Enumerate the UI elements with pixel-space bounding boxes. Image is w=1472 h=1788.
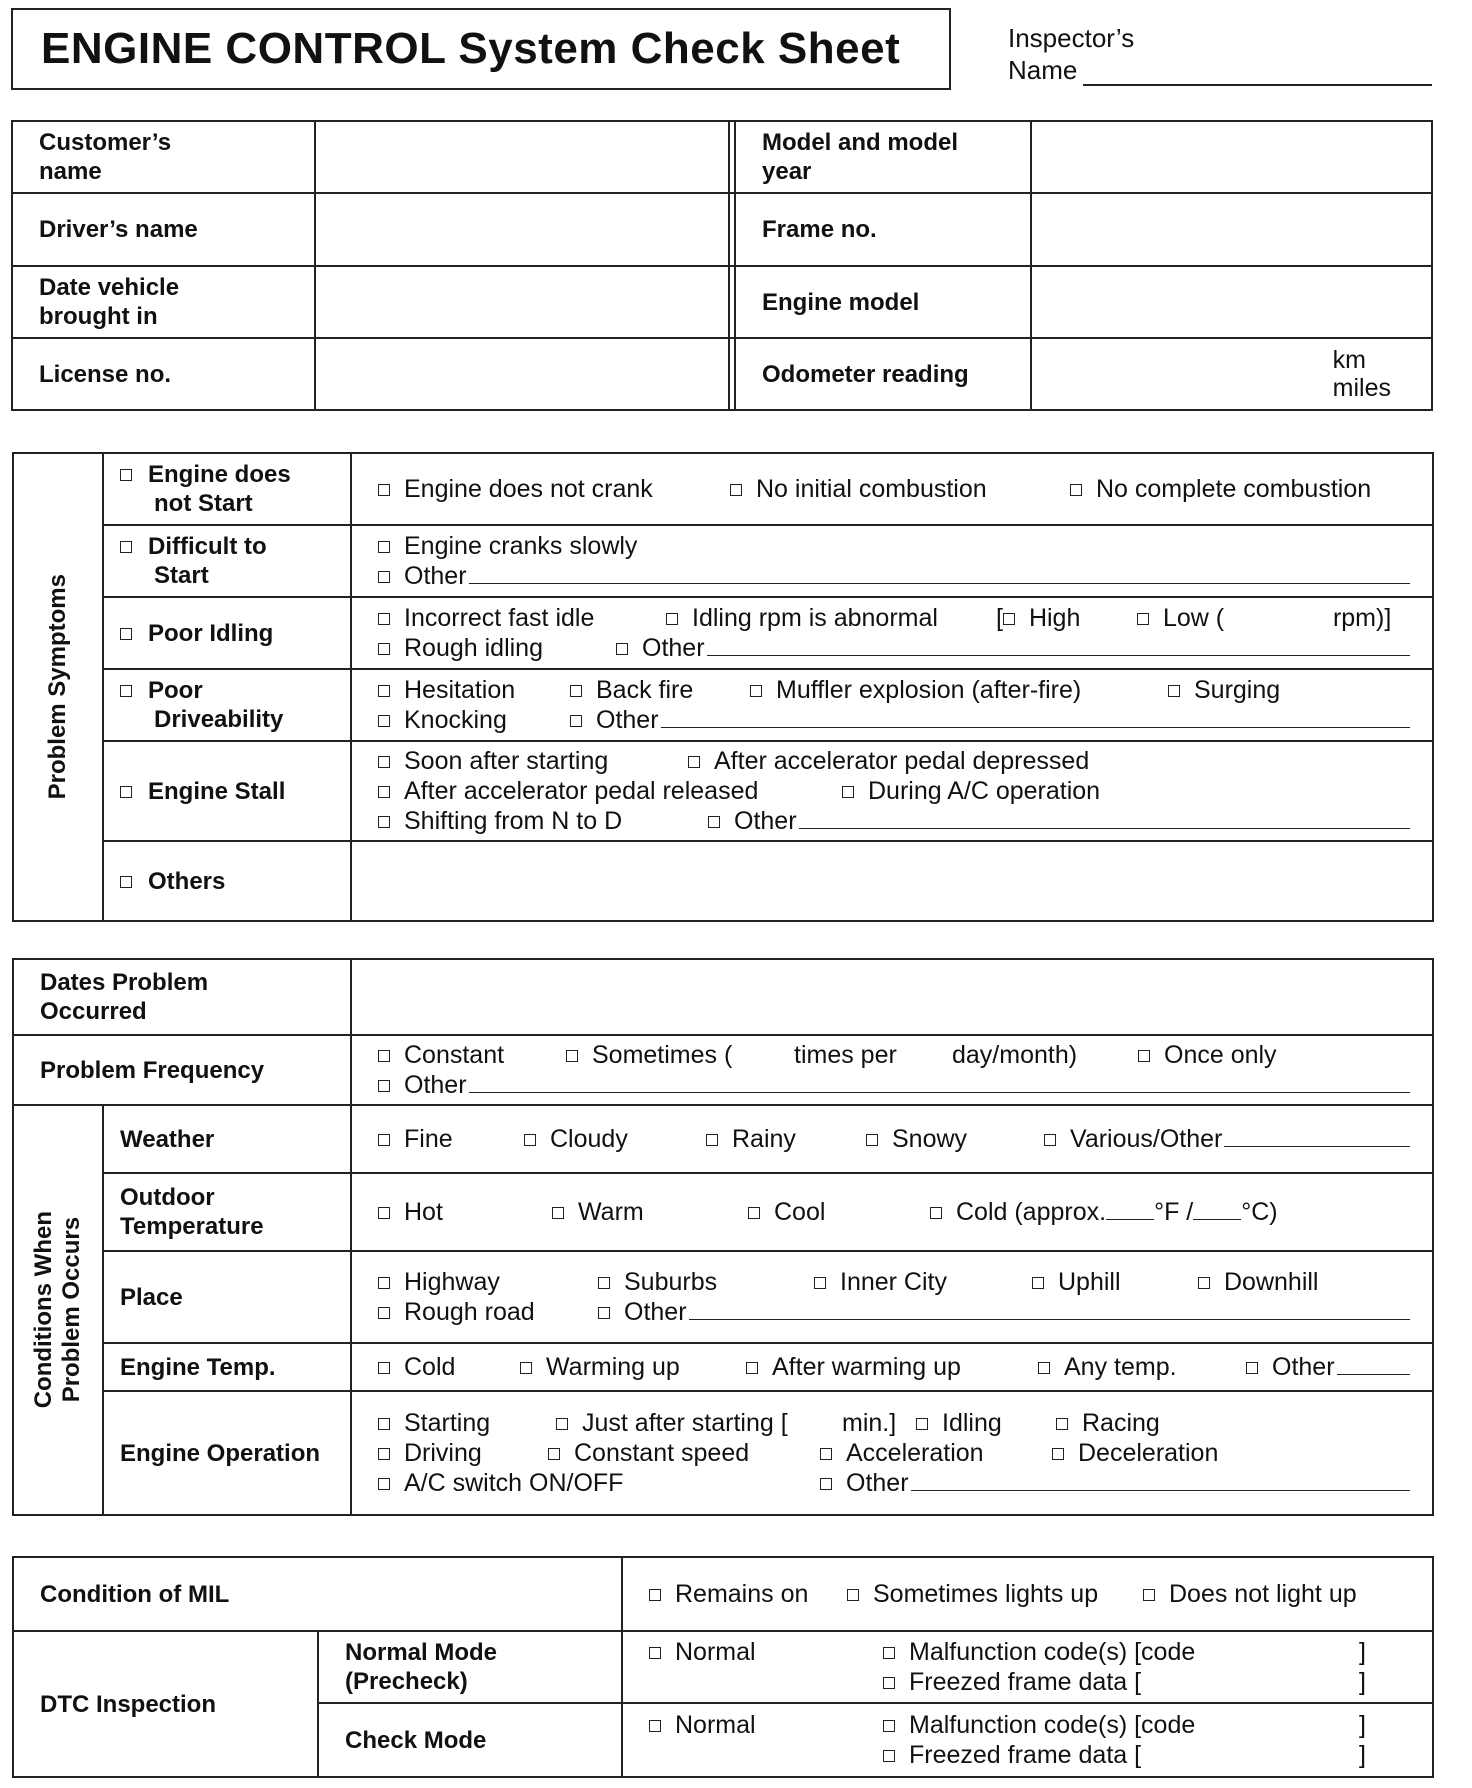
other-blank[interactable]	[661, 705, 1410, 728]
option-during-ac-operation[interactable]: During A/C operation	[842, 776, 1100, 806]
checkbox[interactable]	[814, 1277, 826, 1289]
checkbox[interactable]	[378, 715, 390, 727]
checkbox[interactable]	[120, 541, 132, 553]
bracket: [	[996, 604, 1003, 632]
dates-problem-occurred-label: Dates Problem Occurred	[13, 959, 351, 1035]
option-does-not-light-up[interactable]: Does not light up	[1143, 1579, 1357, 1609]
checkbox[interactable]	[1137, 613, 1149, 625]
checkbox[interactable]	[378, 484, 390, 496]
problem-symptoms-heading: Problem Symptoms	[13, 453, 103, 921]
option-other[interactable]: Other	[570, 705, 659, 735]
option-just-after-starting[interactable]: Just after starting [	[556, 1408, 842, 1438]
option-racing[interactable]: Racing	[1056, 1408, 1160, 1438]
drivers-name-label: Driver’s name	[12, 193, 315, 266]
symptom-difficult-to-start[interactable]: Difficult to Start	[103, 525, 351, 597]
checkbox[interactable]	[570, 685, 582, 697]
option-idling[interactable]: Idling	[916, 1408, 1056, 1438]
checkbox[interactable]	[1138, 1050, 1150, 1062]
other-blank[interactable]	[911, 1468, 1410, 1491]
check-mode-label: Check Mode	[318, 1703, 622, 1777]
option-sometimes-lights-up[interactable]: Sometimes lights up	[847, 1579, 1143, 1609]
option-any-temp[interactable]: Any temp.	[1038, 1352, 1246, 1382]
option-cool[interactable]: Cool	[748, 1197, 930, 1227]
option-suburbs[interactable]: Suburbs	[598, 1267, 814, 1297]
checkbox[interactable]	[1198, 1277, 1210, 1289]
weather-label: Weather	[103, 1105, 351, 1173]
option-rough-idling[interactable]: Rough idling	[378, 633, 616, 663]
checkbox[interactable]	[378, 685, 390, 697]
checkbox[interactable]	[120, 628, 132, 640]
checkbox[interactable]	[706, 1134, 718, 1146]
option-freezed-frame-data[interactable]: Freezed frame data [	[883, 1667, 1359, 1697]
checkbox[interactable]	[708, 816, 720, 828]
option-knocking[interactable]: Knocking	[378, 705, 570, 735]
checkbox[interactable]	[378, 1134, 390, 1146]
other-blank[interactable]	[799, 806, 1410, 829]
problem-symptoms-table	[12, 452, 1434, 922]
option-downhill[interactable]: Downhill	[1198, 1267, 1318, 1297]
option-after-pedal-depressed[interactable]: After accelerator pedal depressed	[688, 746, 1089, 776]
model-year-label: Model and model year	[735, 121, 1031, 193]
option-malfunction-code[interactable]: Malfunction code(s) [code	[883, 1710, 1359, 1740]
license-no-label: License no.	[12, 338, 315, 410]
other-blank[interactable]	[469, 1070, 1410, 1093]
checkbox[interactable]	[649, 1720, 661, 1732]
checkbox[interactable]	[842, 786, 854, 798]
option-idling-rpm-abnormal[interactable]: Idling rpm is abnormal	[666, 603, 996, 633]
option-cold[interactable]: Cold	[378, 1352, 520, 1382]
engine-model-field[interactable]	[1031, 266, 1432, 338]
customer-info-table	[11, 120, 1433, 411]
checkbox[interactable]	[649, 1589, 661, 1601]
bracket: ]	[1359, 1638, 1366, 1666]
checkbox[interactable]	[378, 756, 390, 768]
option-other[interactable]: Other	[598, 1297, 687, 1327]
option-other[interactable]: Other	[378, 561, 467, 591]
option-normal[interactable]: Normal	[649, 1710, 883, 1740]
option-remains-on[interactable]: Remains on	[649, 1579, 847, 1609]
checkbox[interactable]	[378, 1080, 390, 1092]
frame-no-field[interactable]	[1031, 193, 1432, 266]
drivers-name-field[interactable]	[315, 193, 729, 266]
others-field[interactable]	[351, 841, 1433, 921]
checkbox[interactable]	[730, 484, 742, 496]
option-ac-switch[interactable]: A/C switch ON/OFF	[378, 1468, 820, 1498]
checkbox[interactable]	[1052, 1448, 1064, 1460]
checkbox[interactable]	[1032, 1277, 1044, 1289]
option-sometimes[interactable]: Sometimes (	[566, 1040, 794, 1070]
inspector-label-name: Name	[1008, 55, 1078, 85]
customers-name-label: Customer’s name	[12, 121, 315, 193]
checkbox[interactable]	[378, 1277, 390, 1289]
option-rainy[interactable]: Rainy	[706, 1124, 866, 1154]
odometer-label: Odometer reading	[735, 338, 1031, 410]
option-constant[interactable]: Constant	[378, 1040, 566, 1070]
checkbox[interactable]	[883, 1720, 895, 1732]
option-other[interactable]: Other	[616, 633, 705, 663]
checkbox[interactable]	[120, 685, 132, 697]
checkbox[interactable]	[666, 613, 678, 625]
mil-dtc-table	[12, 1556, 1434, 1778]
checkbox[interactable]	[1038, 1362, 1050, 1374]
checkbox[interactable]	[930, 1207, 942, 1219]
option-surging[interactable]: Surging	[1168, 675, 1280, 705]
conditions-table	[12, 958, 1434, 1516]
checkbox[interactable]	[378, 541, 390, 553]
option-no-initial-combustion[interactable]: No initial combustion	[730, 474, 1070, 504]
option-once-only[interactable]: Once only	[1138, 1040, 1277, 1070]
checkbox[interactable]	[1056, 1418, 1068, 1430]
checkbox[interactable]	[750, 685, 762, 697]
condition-of-mil-label: Condition of MIL	[13, 1557, 622, 1631]
symptom-others[interactable]: Others	[103, 841, 351, 921]
checkbox[interactable]	[378, 1448, 390, 1460]
checkbox[interactable]	[598, 1307, 610, 1319]
symptom-poor-idling[interactable]: Poor Idling	[103, 597, 351, 669]
checkbox[interactable]	[916, 1418, 928, 1430]
bracket: ]	[1359, 1711, 1366, 1739]
engine-temp-label: Engine Temp.	[103, 1343, 351, 1391]
engine-model-label: Engine model	[735, 266, 1031, 338]
option-other[interactable]: Other	[820, 1468, 909, 1498]
outdoor-temperature-label: Outdoor Temperature	[103, 1173, 351, 1251]
option-constant-speed[interactable]: Constant speed	[548, 1438, 820, 1468]
license-no-field[interactable]	[315, 338, 729, 410]
checkbox[interactable]	[883, 1647, 895, 1659]
option-back-fire[interactable]: Back fire	[570, 675, 750, 705]
rpm-unit: rpm)]	[1332, 604, 1392, 632]
checkbox[interactable]	[524, 1134, 536, 1146]
checkbox[interactable]	[883, 1677, 895, 1689]
day-month-label: day/month)	[952, 1041, 1078, 1069]
option-malfunction-code[interactable]: Malfunction code(s) [code	[883, 1637, 1359, 1667]
dtc-inspection-label: DTC Inspection	[13, 1631, 318, 1777]
option-incorrect-fast-idle[interactable]: Incorrect fast idle	[378, 603, 666, 633]
checkbox[interactable]	[120, 469, 132, 481]
date-brought-in-label: Date vehicle brought in	[12, 266, 315, 338]
other-blank[interactable]	[469, 561, 1410, 584]
checkbox[interactable]	[378, 1418, 390, 1430]
checkbox[interactable]	[570, 715, 582, 727]
option-cloudy[interactable]: Cloudy	[524, 1124, 706, 1154]
checkbox[interactable]	[552, 1207, 564, 1219]
checkbox[interactable]	[378, 571, 390, 583]
checkbox[interactable]	[649, 1647, 661, 1659]
checkbox[interactable]	[1143, 1589, 1155, 1601]
checkbox[interactable]	[378, 1050, 390, 1062]
option-engine-cranks-slowly[interactable]: Engine cranks slowly	[378, 531, 637, 561]
bracket: ]	[1359, 1741, 1366, 1769]
other-blank[interactable]	[1224, 1124, 1410, 1147]
checkbox[interactable]	[120, 786, 132, 798]
conditions-heading: Conditions When Problem Occurs	[13, 1105, 103, 1515]
celsius-unit: °C)	[1241, 1198, 1278, 1226]
checkbox[interactable]	[847, 1589, 859, 1601]
checkbox[interactable]	[748, 1207, 760, 1219]
option-fine[interactable]: Fine	[378, 1124, 524, 1154]
option-cold-approx[interactable]: Cold (approx.	[930, 1197, 1106, 1227]
customers-name-field[interactable]	[315, 121, 729, 193]
option-soon-after-starting[interactable]: Soon after starting	[378, 746, 688, 776]
checkbox[interactable]	[616, 643, 628, 655]
page-title: ENGINE CONTROL System Check Sheet	[11, 8, 951, 90]
option-shifting-n-to-d[interactable]: Shifting from N to D	[378, 806, 708, 836]
option-hot[interactable]: Hot	[378, 1197, 552, 1227]
checkbox[interactable]	[548, 1448, 560, 1460]
checkbox[interactable]	[1003, 613, 1015, 625]
option-starting[interactable]: Starting	[378, 1408, 556, 1438]
checkbox[interactable]	[378, 1478, 390, 1490]
checkbox[interactable]	[1070, 484, 1082, 496]
checkbox[interactable]	[688, 756, 700, 768]
symptom-engine-does-not-start[interactable]: Engine does not Start	[103, 453, 351, 525]
checkbox[interactable]	[883, 1750, 895, 1762]
option-muffler-explosion[interactable]: Muffler explosion (after-fire)	[750, 675, 1168, 705]
other-blank[interactable]	[707, 633, 1410, 656]
option-freezed-frame-data[interactable]: Freezed frame data [	[883, 1740, 1359, 1770]
celsius-blank[interactable]	[1193, 1199, 1241, 1220]
symptom-poor-driveability[interactable]: Poor Driveability	[103, 669, 351, 741]
dates-problem-occurred-field[interactable]	[351, 959, 1433, 1035]
fahrenheit-unit: °F /	[1154, 1198, 1194, 1226]
other-blank[interactable]	[689, 1297, 1410, 1320]
option-warm[interactable]: Warm	[552, 1197, 748, 1227]
checkbox[interactable]	[1168, 685, 1180, 697]
option-acceleration[interactable]: Acceleration	[820, 1438, 1052, 1468]
checkbox[interactable]	[120, 876, 132, 888]
checkbox[interactable]	[566, 1050, 578, 1062]
option-uphill[interactable]: Uphill	[1032, 1267, 1198, 1297]
checkbox[interactable]	[820, 1448, 832, 1460]
option-driving[interactable]: Driving	[378, 1438, 548, 1468]
option-rough-road[interactable]: Rough road	[378, 1297, 598, 1327]
option-other[interactable]: Other	[378, 1070, 467, 1100]
inspector-name-line[interactable]	[1083, 58, 1432, 86]
option-after-pedal-released[interactable]: After accelerator pedal released	[378, 776, 842, 806]
unit-km: km	[1332, 346, 1366, 374]
checkbox[interactable]	[378, 643, 390, 655]
checkbox[interactable]	[520, 1362, 532, 1374]
problem-frequency-label: Problem Frequency	[13, 1035, 351, 1105]
checkbox[interactable]	[378, 1362, 390, 1374]
option-no-complete-combustion[interactable]: No complete combustion	[1070, 474, 1371, 504]
place-label: Place	[103, 1251, 351, 1343]
checkbox[interactable]	[378, 1207, 390, 1219]
checkbox[interactable]	[1044, 1134, 1056, 1146]
checkbox[interactable]	[378, 786, 390, 798]
option-highway[interactable]: Highway	[378, 1267, 598, 1297]
option-hesitation[interactable]: Hesitation	[378, 675, 570, 705]
option-various-other[interactable]: Various/Other	[1044, 1124, 1222, 1154]
option-high[interactable]: High	[1003, 603, 1137, 633]
normal-mode-label: Normal Mode (Precheck)	[318, 1631, 622, 1703]
option-after-warming-up[interactable]: After warming up	[746, 1352, 1038, 1382]
checkbox[interactable]	[1246, 1362, 1258, 1374]
inspector-name-field[interactable]	[1008, 22, 1432, 86]
frame-no-label: Frame no.	[735, 193, 1031, 266]
unit-miles: miles	[1332, 374, 1391, 402]
option-engine-does-not-crank[interactable]: Engine does not crank	[378, 474, 730, 504]
checkbox[interactable]	[378, 1307, 390, 1319]
minutes-unit: min.]	[842, 1409, 897, 1437]
fahrenheit-blank[interactable]	[1106, 1199, 1154, 1220]
checkbox[interactable]	[866, 1134, 878, 1146]
option-other[interactable]: Other	[708, 806, 797, 836]
other-blank[interactable]	[1337, 1352, 1410, 1375]
times-per-label: times per	[794, 1041, 897, 1069]
date-brought-in-field[interactable]	[315, 266, 729, 338]
odometer-field[interactable]	[1031, 338, 1432, 410]
engine-operation-label: Engine Operation	[103, 1391, 351, 1515]
option-warming-up[interactable]: Warming up	[520, 1352, 746, 1382]
checkbox[interactable]	[378, 816, 390, 828]
option-low[interactable]: Low (	[1137, 603, 1333, 633]
symptom-engine-stall[interactable]: Engine Stall	[103, 741, 351, 841]
checkbox[interactable]	[746, 1362, 758, 1374]
option-deceleration[interactable]: Deceleration	[1052, 1438, 1218, 1468]
option-normal[interactable]: Normal	[649, 1637, 883, 1667]
bracket: ]	[1359, 1668, 1366, 1696]
checkbox[interactable]	[556, 1418, 568, 1430]
model-year-field[interactable]	[1031, 121, 1432, 193]
option-snowy[interactable]: Snowy	[866, 1124, 1044, 1154]
checkbox[interactable]	[820, 1478, 832, 1490]
checkbox[interactable]	[598, 1277, 610, 1289]
checkbox[interactable]	[378, 613, 390, 625]
inspector-label: Inspector’s	[1008, 23, 1135, 53]
option-inner-city[interactable]: Inner City	[814, 1267, 1032, 1297]
option-other[interactable]: Other	[1246, 1352, 1335, 1382]
